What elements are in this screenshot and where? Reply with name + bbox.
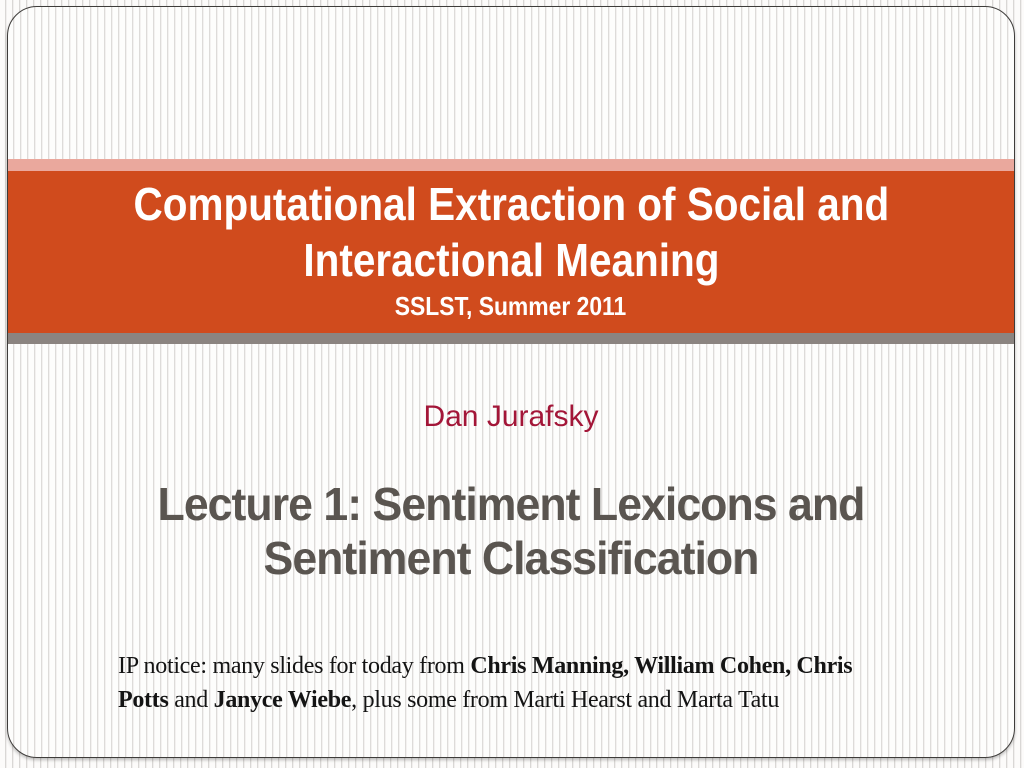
ip-notice-segment: Janyce Wiebe xyxy=(213,687,352,713)
ip-notice-segment: IP notice: many slides for today from xyxy=(118,653,471,679)
ip-notice-line2 xyxy=(118,683,998,717)
ip-notice-segment: , plus some from Marti Hearst and Marta Tatu xyxy=(351,687,780,713)
banner-title-line2: Interactional Meaning xyxy=(302,234,720,286)
lecture-title-line1: Lecture 1: Sentiment Lexicons and xyxy=(157,478,865,530)
lecture-title xyxy=(23,477,999,585)
ip-notice-segment: Chris Manning, William Cohen, Chris xyxy=(470,653,853,679)
banner-title-line1: Computational Extraction of Social and xyxy=(133,178,889,230)
banner-subtitle: SSLST, Summer 2011 xyxy=(395,291,627,321)
author-name: Dan Jurafsky xyxy=(423,400,599,433)
ip-notice-segment: and xyxy=(168,687,214,713)
lecture-title-line2: Sentiment Classification xyxy=(263,532,759,584)
title-banner xyxy=(8,159,1014,344)
ip-notice-line1 xyxy=(118,649,998,683)
banner-orange-band xyxy=(8,171,1014,333)
ip-notice-segment: Potts xyxy=(118,687,169,713)
ip-notice xyxy=(118,649,998,717)
banner-pink-strip xyxy=(8,159,1014,171)
slide-card xyxy=(7,6,1015,758)
banner-gray-bar xyxy=(8,333,1014,344)
